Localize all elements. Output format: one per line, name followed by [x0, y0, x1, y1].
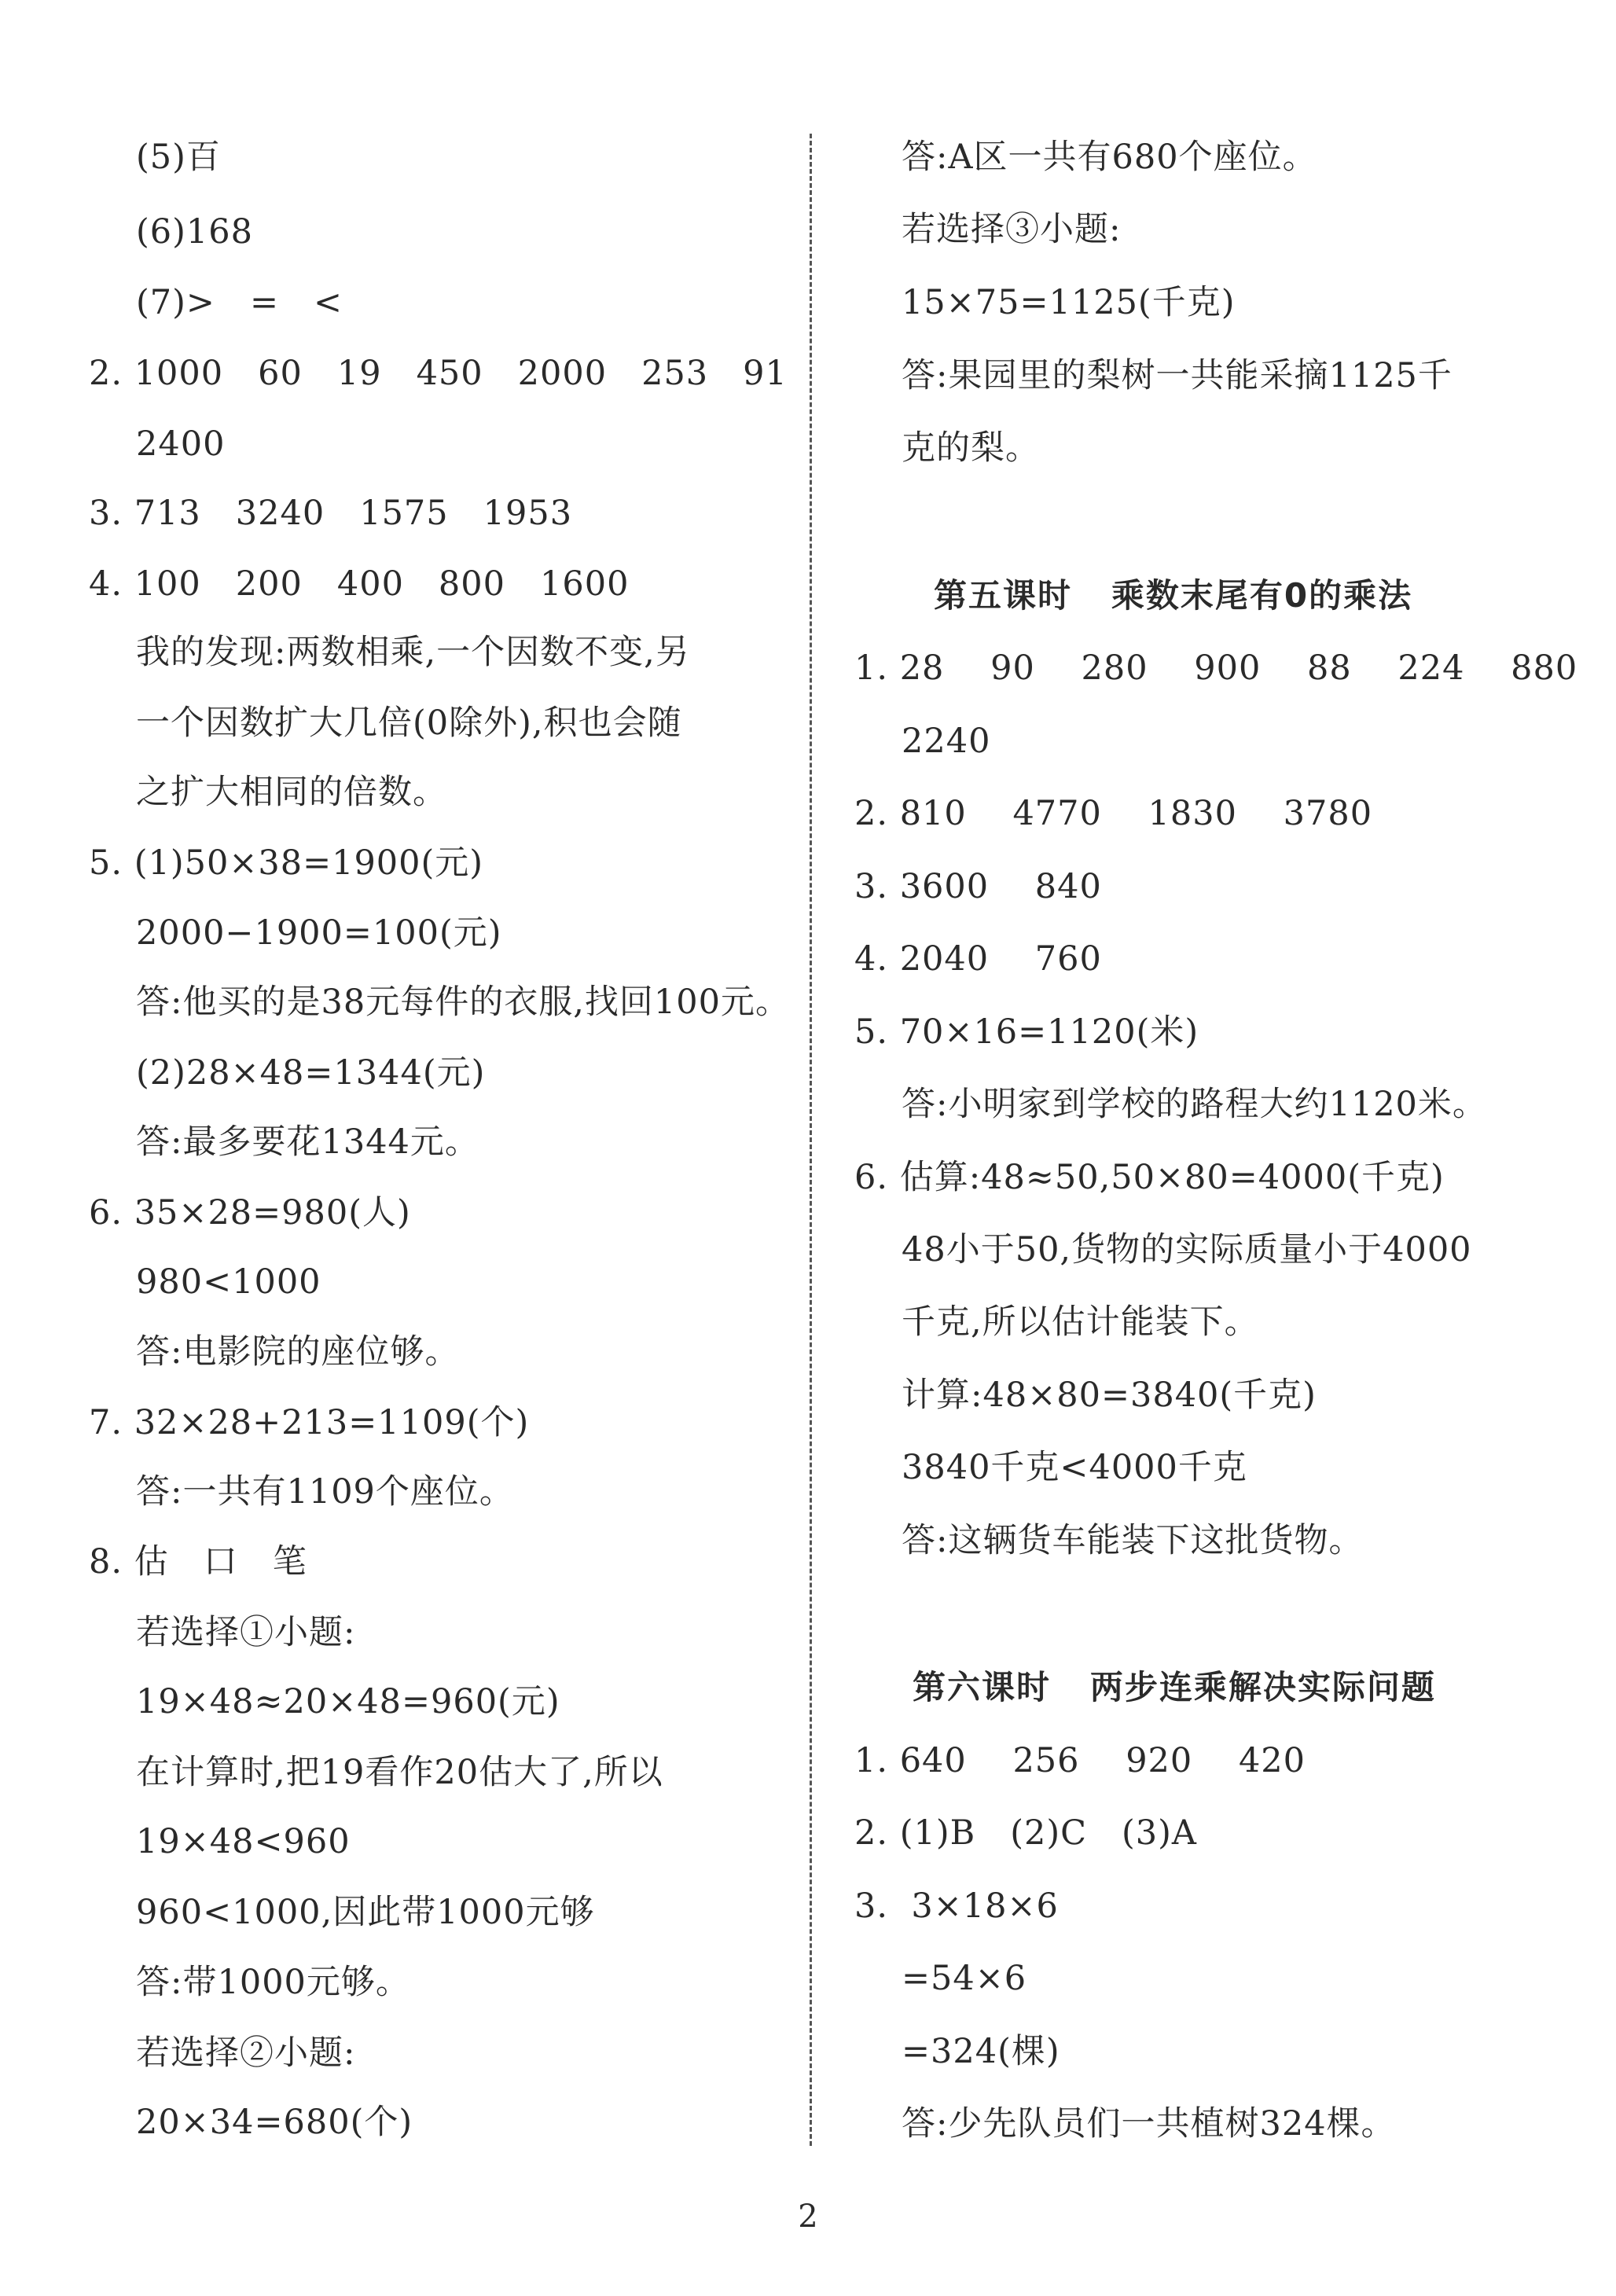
text-line: 答:这辆货车能装下这批货物。	[902, 1521, 1364, 1560]
text-line: =54×6	[902, 1959, 1027, 1998]
text-line: (7)> = <	[136, 283, 343, 322]
text-line: (5)百	[136, 138, 221, 177]
text-line: 2. 1000 60 19 450 2000 253 91	[89, 354, 788, 393]
text-line: (2)28×48=1344(元)	[136, 1053, 486, 1093]
text-line: 答:最多要花1344元。	[136, 1122, 479, 1162]
text-line: 5. (1)50×38=1900(元)	[89, 843, 484, 883]
page-number: 2	[798, 2199, 818, 2235]
text-line: 4. 2040 760	[854, 939, 1102, 979]
text-line: 一个因数扩大几倍(0除外),积也会随	[136, 703, 682, 743]
text-line: 若选择②小题:	[136, 2033, 356, 2073]
text-line: =324(棵)	[902, 2032, 1060, 2071]
text-line: 1. 28 90 280 900 88 224 880	[854, 648, 1578, 688]
text-line: 我的发现:两数相乘,一个因数不变,另	[136, 633, 690, 672]
section-heading: 第五课时 乘数末尾有0的乘法	[934, 576, 1413, 615]
text-line: 20×34=680(个)	[136, 2103, 413, 2142]
text-line: 6. 35×28=980(人)	[89, 1193, 411, 1232]
text-line: 计算:48×80=3840(千克)	[902, 1376, 1317, 1415]
text-line: 19×48≈20×48=960(元)	[136, 1682, 560, 1721]
text-line: 若选择①小题:	[136, 1613, 356, 1652]
text-line: 48小于50,货物的实际质量小于4000	[902, 1230, 1472, 1269]
text-line: 6. 估算:48≈50,50×80=4000(千克)	[854, 1158, 1445, 1197]
text-line: 2. (1)B (2)C (3)A	[854, 1813, 1197, 1853]
text-line: 克的梨。	[902, 428, 1040, 468]
text-line: 19×48<960	[136, 1822, 351, 1861]
text-line: 980<1000	[136, 1262, 321, 1302]
text-line: 7. 32×28+213=1109(个)	[89, 1403, 530, 1442]
text-line: 3. 3600 840	[854, 867, 1102, 906]
text-line: 15×75=1125(千克)	[902, 283, 1236, 322]
text-line: 在计算时,把19看作20估大了,所以	[136, 1753, 663, 1792]
text-line: 2240	[902, 722, 991, 761]
text-line: 答:他买的是38元每件的衣服,找回100元。	[136, 983, 790, 1022]
text-line: 答:少先队员们一共植树324棵。	[902, 2104, 1396, 2144]
section-heading: 第六课时 两步连乘解决实际问题	[913, 1668, 1436, 1706]
text-line: 1. 640 256 920 420	[854, 1741, 1306, 1780]
text-line: 千克,所以估计能装下。	[902, 1302, 1259, 1342]
text-line: 若选择③小题:	[902, 210, 1122, 249]
text-line: 答:带1000元够。	[136, 1963, 410, 2002]
text-line: 答:果园里的梨树一共能采摘1125千	[902, 356, 1453, 395]
text-line: 4. 100 200 400 800 1600	[89, 564, 630, 604]
text-line: 答:电影院的座位够。	[136, 1332, 460, 1372]
text-line: 答:A区一共有680个座位。	[902, 138, 1317, 177]
text-line: 2000−1900=100(元)	[136, 913, 502, 953]
text-line: 答:小明家到学校的路程大约1120米。	[902, 1085, 1487, 1124]
column-divider	[810, 134, 812, 2146]
text-line: (6)168	[136, 212, 253, 252]
text-line: 答:一共有1109个座位。	[136, 1472, 514, 1512]
text-line: 3. 3×18×6	[854, 1886, 1059, 1926]
text-line: 8. 估 口 笔	[89, 1542, 307, 1581]
text-line: 2. 810 4770 1830 3780	[854, 794, 1373, 833]
text-line: 960<1000,因此带1000元够	[136, 1893, 595, 1932]
text-line: 之扩大相同的倍数。	[136, 773, 447, 812]
text-line: 3840千克<4000千克	[902, 1448, 1247, 1487]
text-line: 2400	[136, 424, 226, 464]
text-line: 5. 70×16=1120(米)	[854, 1012, 1199, 1052]
text-line: 3. 713 3240 1575 1953	[89, 494, 573, 533]
